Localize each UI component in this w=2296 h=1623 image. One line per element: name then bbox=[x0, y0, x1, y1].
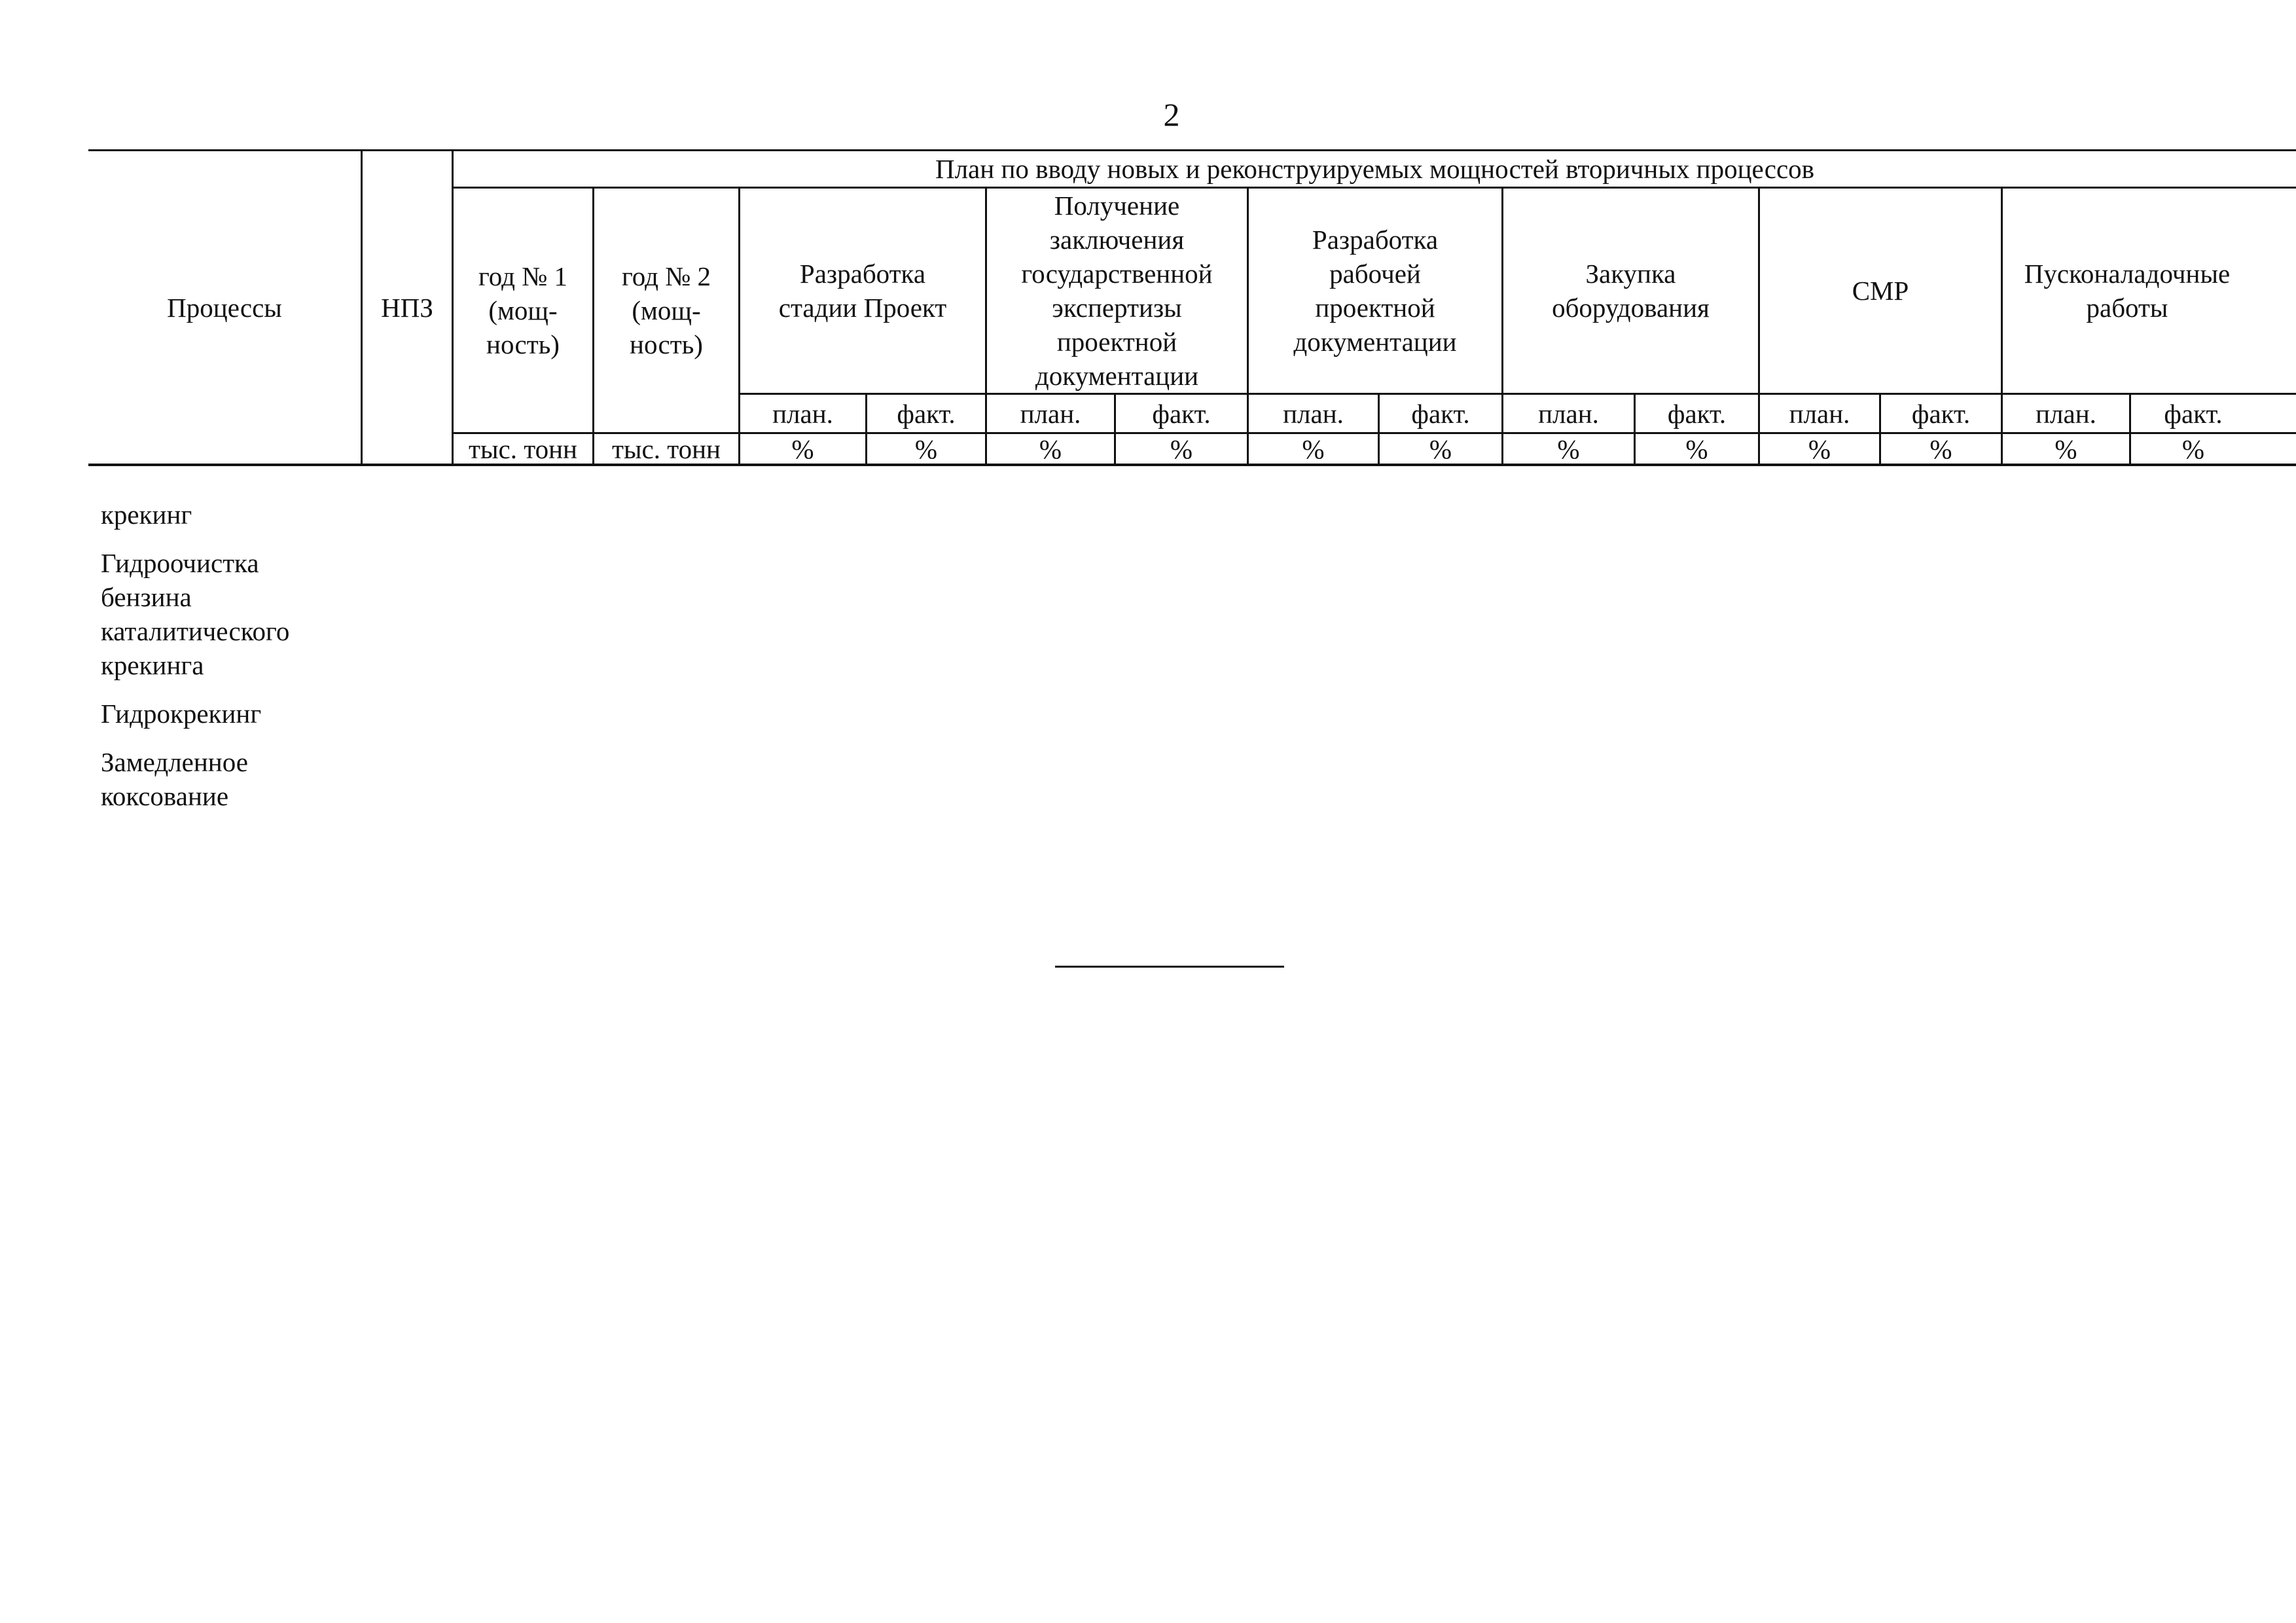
stage1-fact-label: факт. bbox=[897, 398, 956, 429]
process-item-coking: Замедленное коксование bbox=[101, 747, 248, 811]
stage6-fact-label: факт. bbox=[2164, 398, 2223, 429]
stage4-plan-unit: % bbox=[1557, 433, 1580, 464]
header-stage-construction: СМР bbox=[1852, 276, 1909, 306]
process-item-cracking: крекинг bbox=[101, 500, 192, 530]
stage3-fact-unit: % bbox=[1429, 433, 1452, 464]
header-refinery: НПЗ bbox=[381, 292, 433, 323]
stage2-fact-label: факт. bbox=[1152, 398, 1211, 429]
year2-unit: тыс. тонн bbox=[612, 433, 721, 464]
stage5-fact-unit: % bbox=[1929, 433, 1952, 464]
stage1-plan-unit: % bbox=[791, 433, 814, 464]
header-year1: год № 1 (мощ- ность) bbox=[478, 261, 568, 359]
stage2-fact-unit: % bbox=[1170, 433, 1193, 464]
stage2-plan-label: план. bbox=[1020, 398, 1081, 429]
process-list bbox=[101, 498, 376, 828]
header-stage-procurement: Закупка оборудования bbox=[1552, 259, 1710, 323]
stage5-fact-label: факт. bbox=[1911, 398, 1971, 429]
stage1-plan-label: план. bbox=[772, 398, 833, 429]
stage3-plan-label: план. bbox=[1283, 398, 1344, 429]
page-number: 2 bbox=[1163, 96, 1180, 133]
stage6-plan-unit: % bbox=[2054, 433, 2077, 464]
stage5-plan-label: план. bbox=[1789, 398, 1850, 429]
closing-divider bbox=[1055, 966, 1284, 968]
stage6-plan-label: план. bbox=[2036, 398, 2096, 429]
stage3-plan-unit: % bbox=[1302, 433, 1325, 464]
year1-unit: тыс. тонн bbox=[469, 433, 577, 464]
stage4-fact-label: факт. bbox=[1667, 398, 1727, 429]
stage6-fact-unit: % bbox=[2181, 433, 2205, 464]
header-stage-commissioning: Пусконаладочные работы bbox=[2024, 259, 2231, 323]
header-group-title: План по вводу новых и реконструируемых мощностей вторичных процессов bbox=[935, 154, 1814, 184]
header-processes: Процессы bbox=[167, 292, 282, 323]
stage4-fact-unit: % bbox=[1685, 433, 1708, 464]
stage4-plan-label: план. bbox=[1538, 398, 1599, 429]
process-item-hydrotreating: Гидроочистка бензина каталитического крекинга bbox=[101, 548, 290, 680]
stage5-plan-unit: % bbox=[1808, 433, 1831, 464]
header-stage-expertise: Получение заключения государственной экспертизы проектной документации bbox=[1021, 191, 1213, 391]
process-item-hydrocracking: Гидрокрекинг bbox=[101, 699, 262, 729]
header-stage-project: Разработка стадии Проект bbox=[778, 259, 947, 323]
stage3-fact-label: факт. bbox=[1411, 398, 1470, 429]
stage2-plan-unit: % bbox=[1039, 433, 1062, 464]
header-stage-working-docs: Разработка рабочей проектной документации bbox=[1293, 225, 1457, 357]
header-year2: год № 2 (мощ- ность) bbox=[621, 261, 711, 359]
stage1-fact-unit: % bbox=[914, 433, 938, 464]
